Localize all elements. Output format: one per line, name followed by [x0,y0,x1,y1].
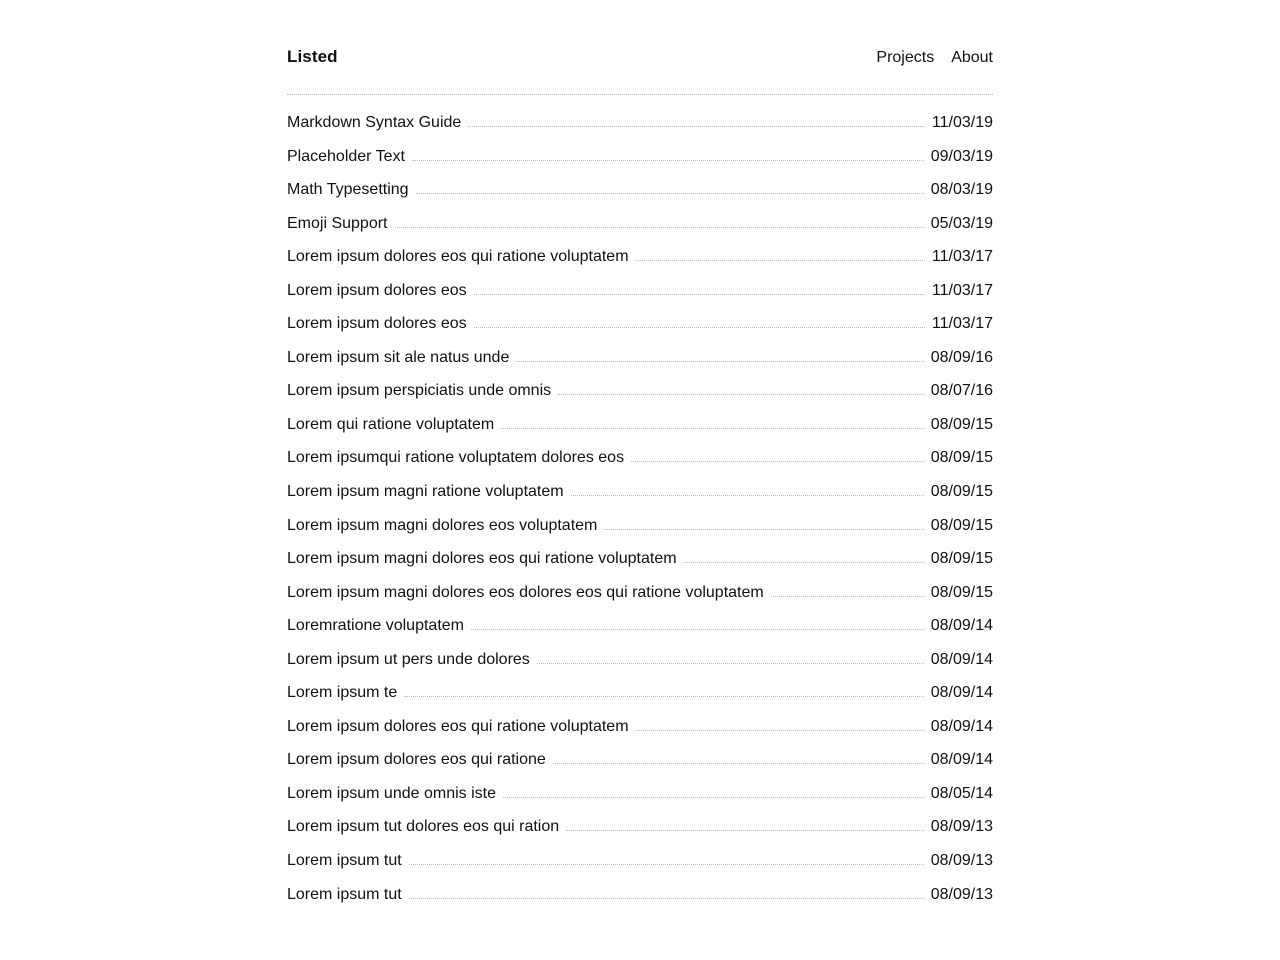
post-title-link[interactable]: Lorem ipsum magni dolores eos dolores eos qui ratione voluptatem [287,583,764,601]
post-date: 08/03/19 [930,181,993,199]
post-title-link[interactable]: Lorem qui ratione voluptatem [287,415,495,433]
post-date: 08/09/16 [930,348,993,366]
list-item [287,542,993,576]
post-title-link[interactable]: Lorem ipsum unde omnis iste [287,784,496,802]
list-item [287,240,993,274]
post-title-link[interactable]: Emoji Support [287,214,388,232]
post-title-link[interactable]: Markdown Syntax Guide [287,114,462,131]
post-date: 08/09/14 [930,717,993,735]
dotted-leader [409,898,924,899]
list-item [287,341,993,375]
post-title-link[interactable]: Loremratione voluptatem [287,617,464,635]
dotted-leader [684,562,924,563]
list-item [287,810,993,844]
list-item [287,140,993,174]
list-item [287,475,993,509]
post-date: 08/09/15 [930,550,993,568]
dotted-leader [395,227,924,228]
post-title-link[interactable]: Lorem ipsum tut [287,852,402,870]
page-container [287,0,993,911]
list-item [287,609,993,643]
post-date: 08/09/15 [930,583,993,601]
post-title-link[interactable]: Lorem ipsum dolores eos [287,281,467,299]
list-item [287,743,993,777]
dotted-leader [636,730,924,731]
post-date: 08/07/16 [930,382,993,400]
post-date: 08/09/13 [930,852,993,870]
post-title-link[interactable]: Lorem ipsum te [287,684,398,702]
dotted-leader [404,696,923,697]
post-title-link[interactable]: Lorem ipsum dolores eos qui ratione [287,751,546,769]
list-item [287,643,993,677]
list-item [287,408,993,442]
dotted-leader [416,193,924,194]
post-list [287,106,993,911]
post-date: 08/09/14 [930,617,993,635]
list-item [287,777,993,811]
post-date: 08/09/15 [930,483,993,501]
nav-link-about[interactable]: About [951,49,993,66]
list-item [287,509,993,543]
post-date: 08/09/14 [930,751,993,769]
dotted-leader [566,830,924,831]
post-title-link[interactable]: Lorem ipsum ut pers unde dolores [287,650,530,668]
post-date: 11/03/17 [931,248,993,266]
list-item [287,844,993,878]
list-item [287,173,993,207]
post-title-link[interactable]: Lorem ipsum magni dolores eos qui ratione voluptatem [287,550,677,568]
post-date: 08/09/14 [930,684,993,702]
list-item [287,710,993,744]
post-title-link[interactable]: Lorem ipsum dolores eos qui ratione voluptatem [287,248,629,266]
dotted-leader [553,763,924,764]
list-item [287,576,993,610]
dotted-leader [771,596,924,597]
post-title-link[interactable]: Lorem ipsum magni ratione voluptatem [287,483,564,501]
header-divider [287,94,993,95]
post-title-link[interactable]: Lorem ipsumqui ratione voluptatem dolores eos [287,449,625,467]
post-title-link[interactable]: Placeholder Text [287,147,405,165]
list-item [287,676,993,710]
dotted-leader [474,327,925,328]
nav-link-projects[interactable]: Projects [876,49,935,66]
post-title-link[interactable]: Lorem ipsum dolores eos qui ratione voluptatem [287,717,629,735]
post-title-link[interactable]: Lorem ipsum sit ale natus unde [287,348,510,366]
dotted-leader [474,294,925,295]
post-title-link[interactable]: Lorem ipsum tut [287,885,402,903]
post-date: 08/09/15 [930,516,993,534]
dotted-leader [516,361,923,362]
dotted-leader [501,428,923,429]
list-item [287,374,993,408]
post-date: 08/09/13 [930,885,993,903]
post-date: 08/09/15 [930,415,993,433]
site-nav [876,46,993,70]
post-date: 08/09/14 [930,650,993,668]
dotted-leader [636,260,925,261]
list-item [287,207,993,241]
post-title-link[interactable]: Lorem ipsum tut dolores eos qui ration [287,818,560,836]
dotted-leader [631,461,924,462]
list-item [287,878,993,912]
post-date: 05/03/19 [930,214,993,232]
post-date: 08/05/14 [930,784,993,802]
list-item [287,106,993,140]
dotted-leader [537,663,924,664]
post-title-link[interactable]: Lorem ipsum magni dolores eos voluptatem [287,516,598,534]
site-title-link[interactable]: Listed [287,47,338,66]
post-date: 11/03/17 [931,315,993,333]
post-title-link[interactable]: Lorem ipsum perspiciatis unde omnis [287,382,552,400]
dotted-leader [409,864,924,865]
post-date: 09/03/19 [930,147,993,165]
post-date: 08/09/13 [930,818,993,836]
list-item [287,307,993,341]
post-title-link[interactable]: Lorem ipsum dolores eos [287,315,467,333]
post-date: 08/09/15 [930,449,993,467]
site-header [287,45,993,70]
list-item [287,441,993,475]
dotted-leader [604,529,923,530]
dotted-leader [471,629,924,630]
dotted-leader [558,394,924,395]
post-date: 11/03/17 [931,281,993,299]
list-item [287,274,993,308]
post-title-link[interactable]: Math Typesetting [287,181,409,199]
dotted-leader [412,160,924,161]
dotted-leader [571,495,924,496]
dotted-leader [468,126,925,127]
post-date: 11/03/19 [931,114,993,131]
dotted-leader [503,797,924,798]
